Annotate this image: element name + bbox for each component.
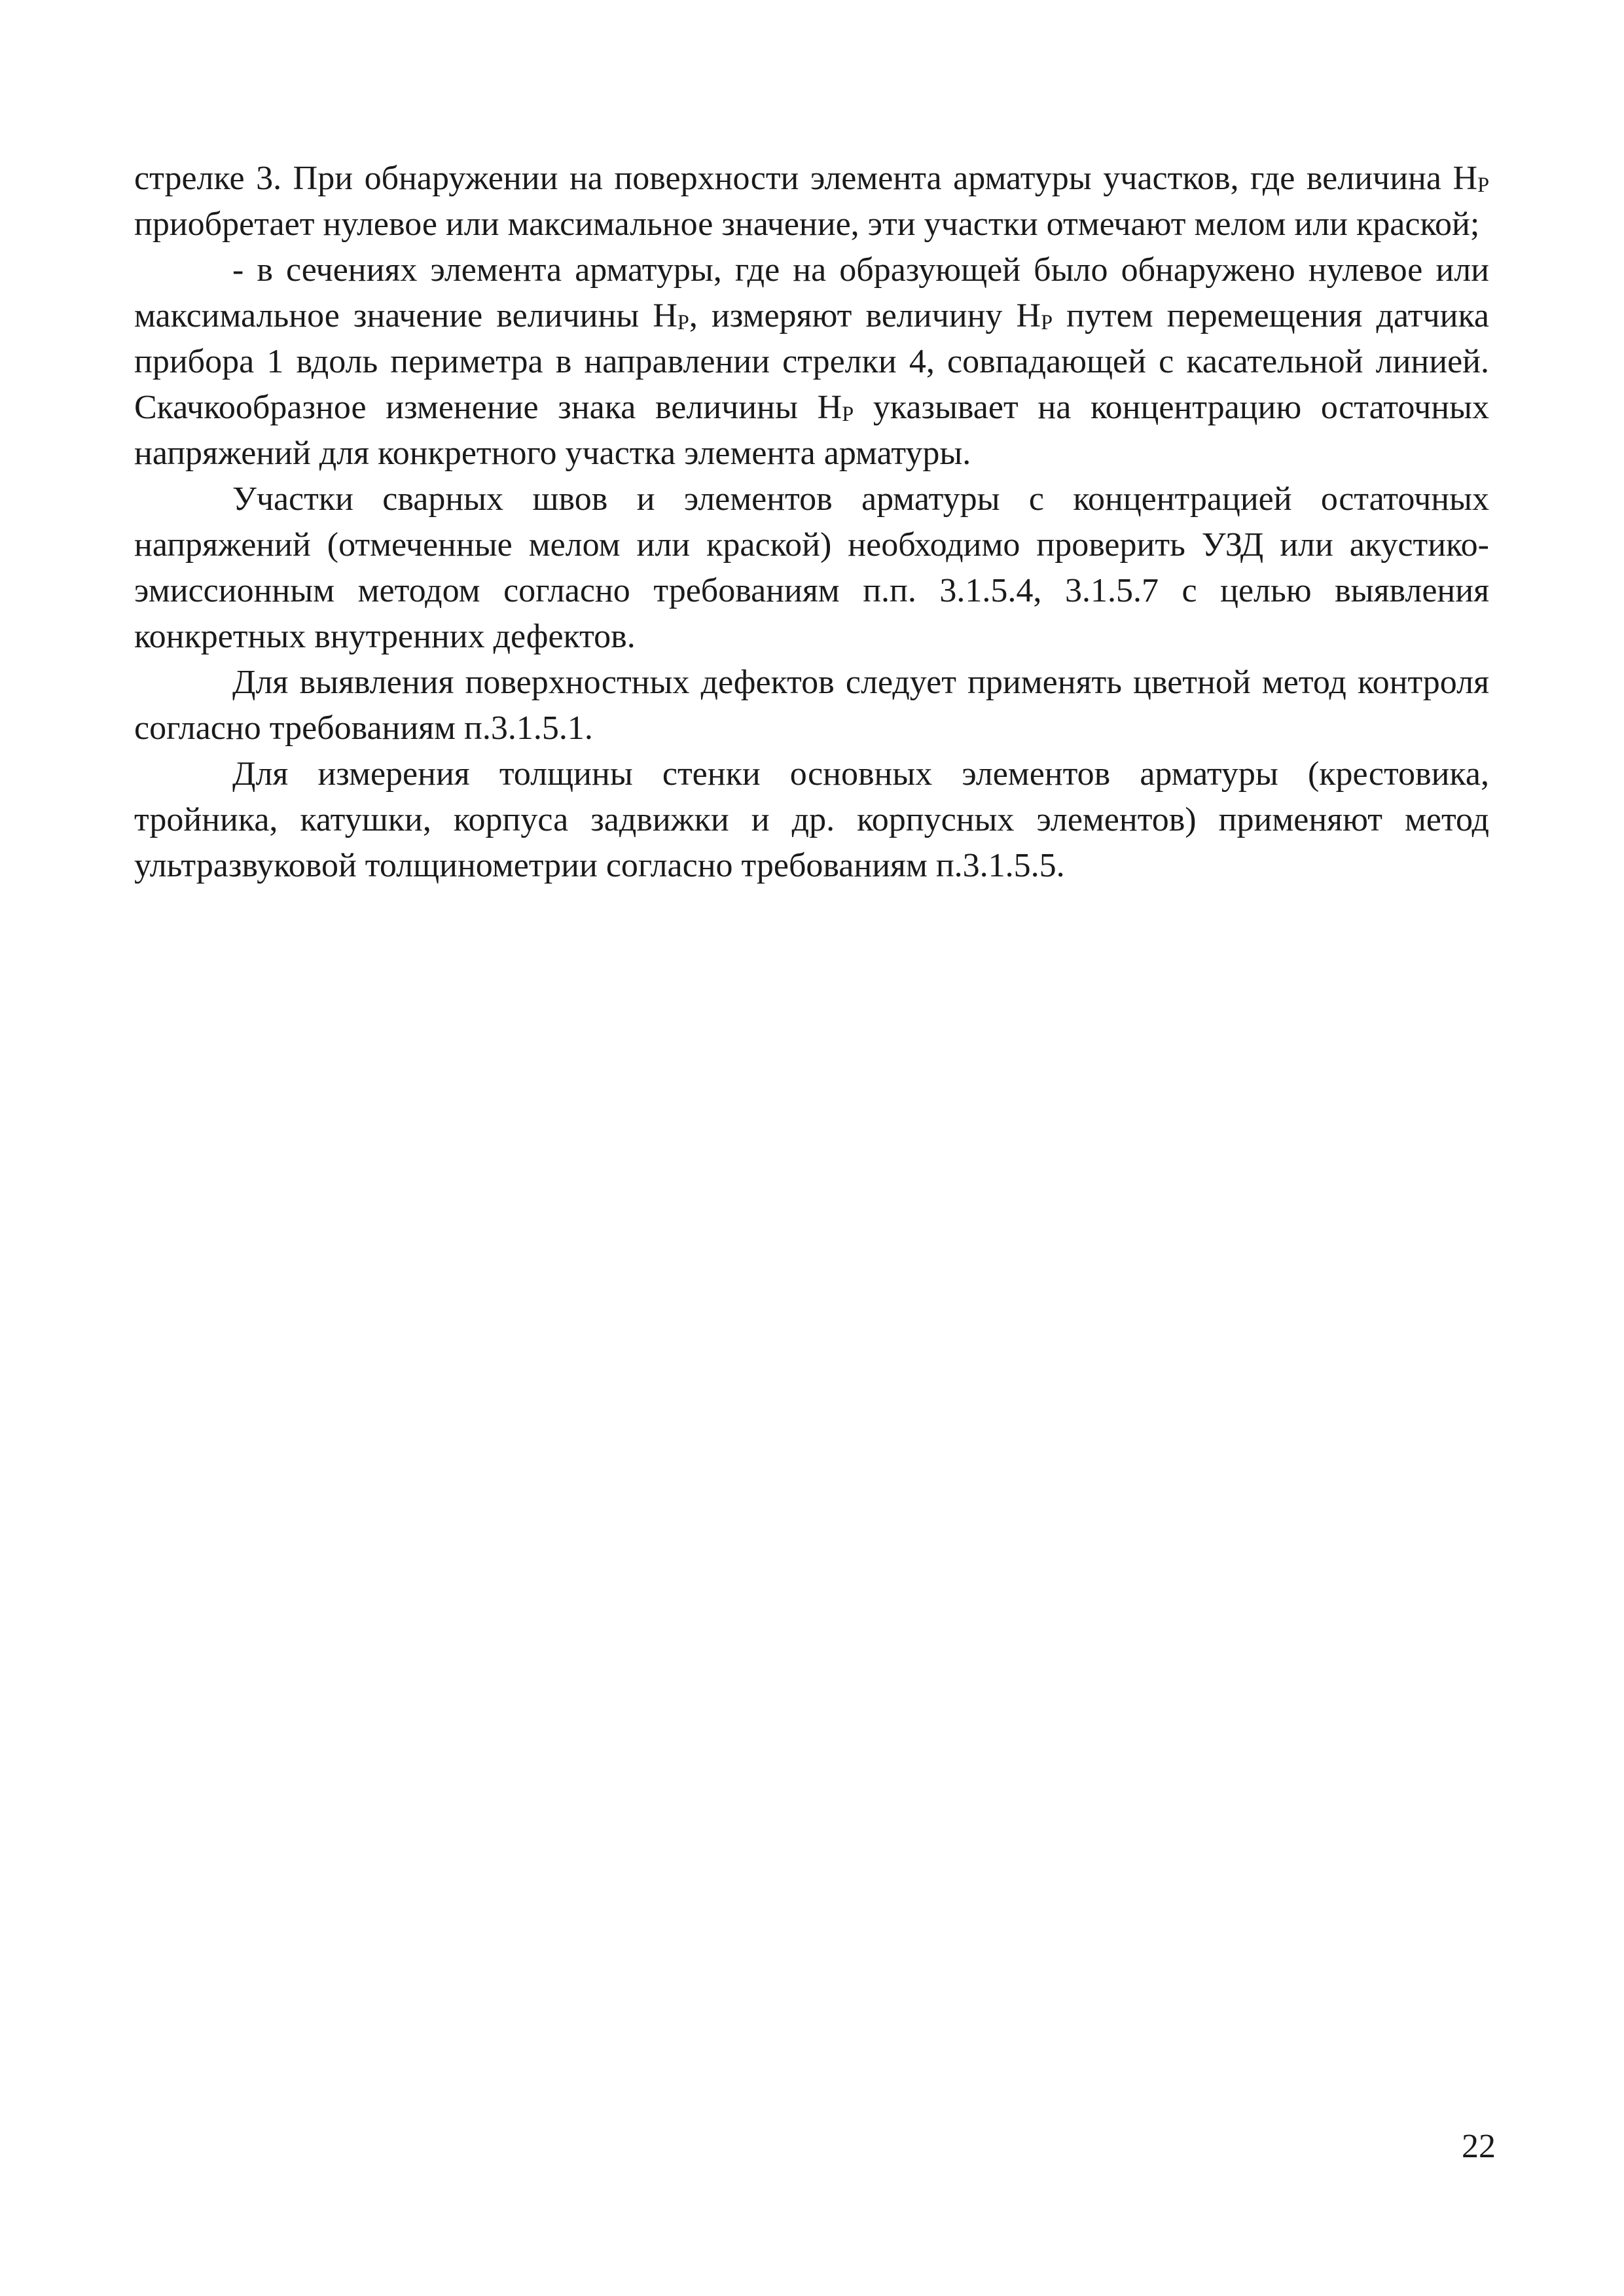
subscript: P — [842, 401, 854, 425]
paragraph-1 — [134, 156, 1489, 247]
subscript: P — [677, 310, 689, 334]
paragraph-text: Участки сварных швов и элементов арматуры с концентрацией остаточных напряжений (отмеченные мелом или краской) необходимо проверить УЗД или акустико-эмиссионным методом согласно требованиям п.п. 3.1.5.4, 3.1.5.7 с целью выявления конкретных внутренних дефектов. — [134, 480, 1489, 655]
paragraph-text: приобретает нулевое или максимальное значение, эти участки отмечают мелом или краской; — [134, 206, 1480, 243]
paragraph-3 — [134, 476, 1489, 660]
paragraph-4 — [134, 660, 1489, 751]
subscript: P — [1041, 310, 1053, 334]
paragraph-text: Для выявления поверхностных дефектов следует применять цветной метод контроля согласно требованиям п.3.1.5.1. — [134, 664, 1489, 747]
paragraph-text: путем перемещения датчика прибора 1 вдоль периметра в направлении стрелки 4, совпадающей с касательной линией. Скачкообразное изменение знака величины H — [134, 297, 1490, 426]
subscript: P — [1477, 172, 1489, 196]
body-text — [134, 156, 1489, 889]
paragraph-2 — [134, 247, 1489, 476]
paragraph-text: стрелке 3. При обнаружении на поверхности элемента арматуры участков, где величина H — [134, 160, 1478, 197]
paragraph-text: указывает на концентрацию остаточных напряжений для конкретного участка элемента арматуры. — [134, 389, 1490, 472]
paragraph-text: - в сечениях элемента арматуры, где на образующей было обнаружено нулевое или максимальное значение величины H — [134, 251, 1489, 334]
page-number: 22 — [1462, 2128, 1496, 2165]
paragraph-text: , измеряют величину H — [689, 297, 1041, 334]
paragraph-text: Для измерения толщины стенки основных элементов арматуры (крестовика, тройника, катушки, корпуса задвижки и др. корпусных элементов) применяют метод ультразвуковой толщинометрии согласно требованиям п.3.1.5.5. — [134, 755, 1489, 884]
paragraph-5 — [134, 751, 1489, 889]
